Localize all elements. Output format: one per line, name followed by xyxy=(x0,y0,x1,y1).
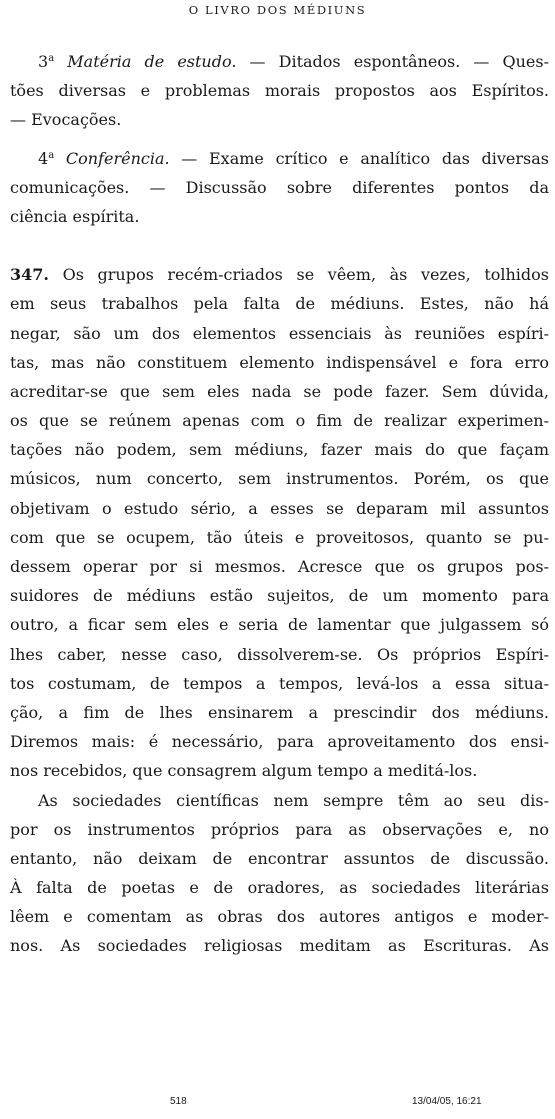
text-line: 3$^a$ Matéria de estudo. — Ditados espontâneos. — Ques- xyxy=(38,52,549,71)
text-line: — Evocações. xyxy=(10,110,122,130)
text-line: com que se ocupem, tão úteis e proveitosos, quanto se pu- xyxy=(10,527,549,547)
text-line: tões diversas e problemas morais propostos aos Espíritos. xyxy=(10,81,549,101)
page-number: 518 xyxy=(170,1096,187,1107)
text-line: As sociedades científicas nem sempre têm ao seu dis- xyxy=(38,790,549,810)
text-line: dessem operar por si mesmos. Acresce que os grupos pos- xyxy=(10,557,549,576)
paragraph-conferencia xyxy=(10,149,549,237)
text-line: negar, são um dos elementos essenciais às reuniões espíri- xyxy=(10,323,549,343)
text-line: ciência espírita. xyxy=(10,206,140,226)
text-line: tações não podem, sem médiuns, fazer mais do que façam xyxy=(10,440,549,460)
text-line: lêem e comentam as obras dos autores antigos e moder- xyxy=(10,907,549,927)
text-line: tas, mas não constituem elemento indispensável e fora erro xyxy=(10,352,549,372)
text-line: nos recebidos, que consagrem algum tempo a meditá-los. xyxy=(10,761,478,781)
text-line: outro, a ficar sem eles e seria de lamentar que julgassem só xyxy=(10,615,549,635)
paragraph-materia-de-estudo xyxy=(10,52,549,140)
text-line: 4$^a$ Conferência. — Exame crítico e analítico das diversas xyxy=(38,148,549,168)
text-line: ção, a fim de lhes ensinarem a prescindir dos médiuns. xyxy=(10,702,549,722)
running-head: O LIVRO DOS MÉDIUNS xyxy=(188,3,367,17)
text-line: suidores de médiuns estão sujeitos, de um momento para xyxy=(10,586,549,606)
text-line: 347. Os grupos recém-criados se vêem, às vezes, tolhidos xyxy=(10,265,549,285)
text-line: os que se reúnem apenas com o fim de realizar experimen- xyxy=(10,411,549,431)
section-number: 347. xyxy=(10,265,49,285)
section-347 xyxy=(10,265,549,790)
text-line: À falta de poetas e de oradores, as sociedades literárias xyxy=(10,878,549,898)
paragraph-sociedades xyxy=(10,791,549,966)
text-line: acreditar-se que sem eles nada se pode fazer. Sem dúvida, xyxy=(10,381,549,401)
text-line: entanto, não deixam de encontrar assuntos de discussão. xyxy=(10,848,549,868)
text-line: lhes caber, nesse caso, dissolverem-se. Os próprios Espíri- xyxy=(10,644,549,664)
page-body xyxy=(10,52,549,966)
text-line: nos. As sociedades religiosas meditam as Escrituras. As xyxy=(10,936,549,956)
text-line: comunicações. — Discussão sobre diferentes pontos da xyxy=(10,177,549,197)
text-line: Diremos mais: é necessário, para aproveitamento dos ensi- xyxy=(10,732,549,752)
text-line: em seus trabalhos pela falta de médiuns. Estes, não há xyxy=(10,294,549,314)
text-line: por os instrumentos próprios para as observações e, no xyxy=(10,819,549,839)
text-line: tos costumam, de tempos a tempos, levá-los a essa situa- xyxy=(10,673,549,693)
text-line: objetivam o estudo sério, a esses se deparam mil assuntos xyxy=(10,498,549,518)
text-line: músicos, num concerto, sem instrumentos. Porém, os que xyxy=(10,469,549,489)
print-timestamp: 13/04/05, 16:21 xyxy=(412,1096,482,1107)
